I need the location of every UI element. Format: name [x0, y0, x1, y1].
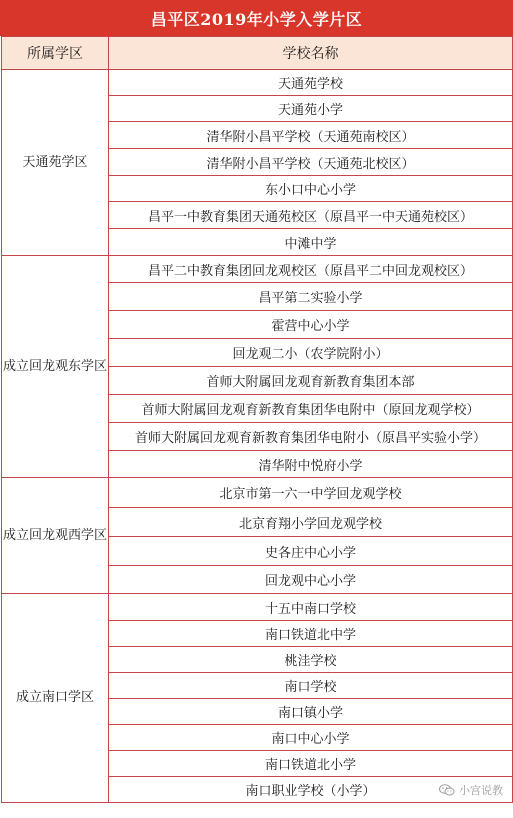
- school-name: 昌平第二实验小学: [109, 283, 513, 311]
- table-row: [2, 70, 513, 96]
- district-name: 成立南口学区: [2, 594, 109, 803]
- school-name: 天通苑小学: [109, 96, 513, 122]
- school-name: 昌平一中教育集团天通苑校区（原昌平一中天通苑校区）: [109, 202, 513, 229]
- district-name: 成立回龙观西学区: [2, 478, 109, 594]
- school-name: 首师大附属回龙观育新教育集团本部: [109, 367, 513, 395]
- school-name: 南口中心小学: [109, 725, 513, 751]
- school-name: 北京市第一六一中学回龙观学校: [109, 478, 513, 508]
- school-name: 中滩中学: [109, 229, 513, 256]
- header-school: 学校名称: [109, 37, 513, 70]
- table-body: [2, 70, 513, 803]
- table-row: [2, 594, 513, 621]
- school-name: 北京育翔小学回龙观学校: [109, 508, 513, 537]
- school-name: 清华附小昌平学校（天通苑北校区）: [109, 149, 513, 176]
- school-name: 清华附中悦府小学: [109, 451, 513, 478]
- wechat-icon: [439, 784, 455, 796]
- school-name: 回龙观二小（农学院附小）: [109, 339, 513, 367]
- school-name: 南口铁道北小学: [109, 751, 513, 777]
- district-name: 天通苑学区: [2, 70, 109, 256]
- page-title: 昌平区2019年小学入学片区: [0, 0, 513, 36]
- school-name: 首师大附属回龙观育新教育集团华电附中（原回龙观学校）: [109, 395, 513, 423]
- school-name: 桃洼学校: [109, 647, 513, 673]
- school-name: 南口学校: [109, 673, 513, 699]
- school-name: 南口铁道北中学: [109, 621, 513, 647]
- district-table: [1, 36, 513, 803]
- school-name: 东小口中心小学: [109, 176, 513, 202]
- table-row: [2, 256, 513, 283]
- district-name: 成立回龙观东学区: [2, 256, 109, 478]
- school-name: 清华附小昌平学校（天通苑南校区）: [109, 122, 513, 149]
- header-district: 所属学区: [2, 37, 109, 70]
- school-name: 天通苑学校: [109, 70, 513, 96]
- school-name: 南口职业学校（小学）: [109, 777, 513, 803]
- school-name: 昌平二中教育集团回龙观校区（原昌平二中回龙观校区）: [109, 256, 513, 283]
- school-name: 回龙观中心小学: [109, 566, 513, 594]
- school-name: 霍营中心小学: [109, 311, 513, 339]
- school-name: 十五中南口学校: [109, 594, 513, 621]
- table-header-row: [2, 37, 513, 70]
- table-row: [2, 478, 513, 508]
- school-name: 首师大附属回龙观育新教育集团华电附小（原昌平实验小学）: [109, 423, 513, 451]
- watermark-text: 小宫说教: [459, 784, 503, 797]
- school-name: 南口镇小学: [109, 699, 513, 725]
- school-name: 史各庄中心小学: [109, 537, 513, 566]
- watermark: [439, 782, 503, 798]
